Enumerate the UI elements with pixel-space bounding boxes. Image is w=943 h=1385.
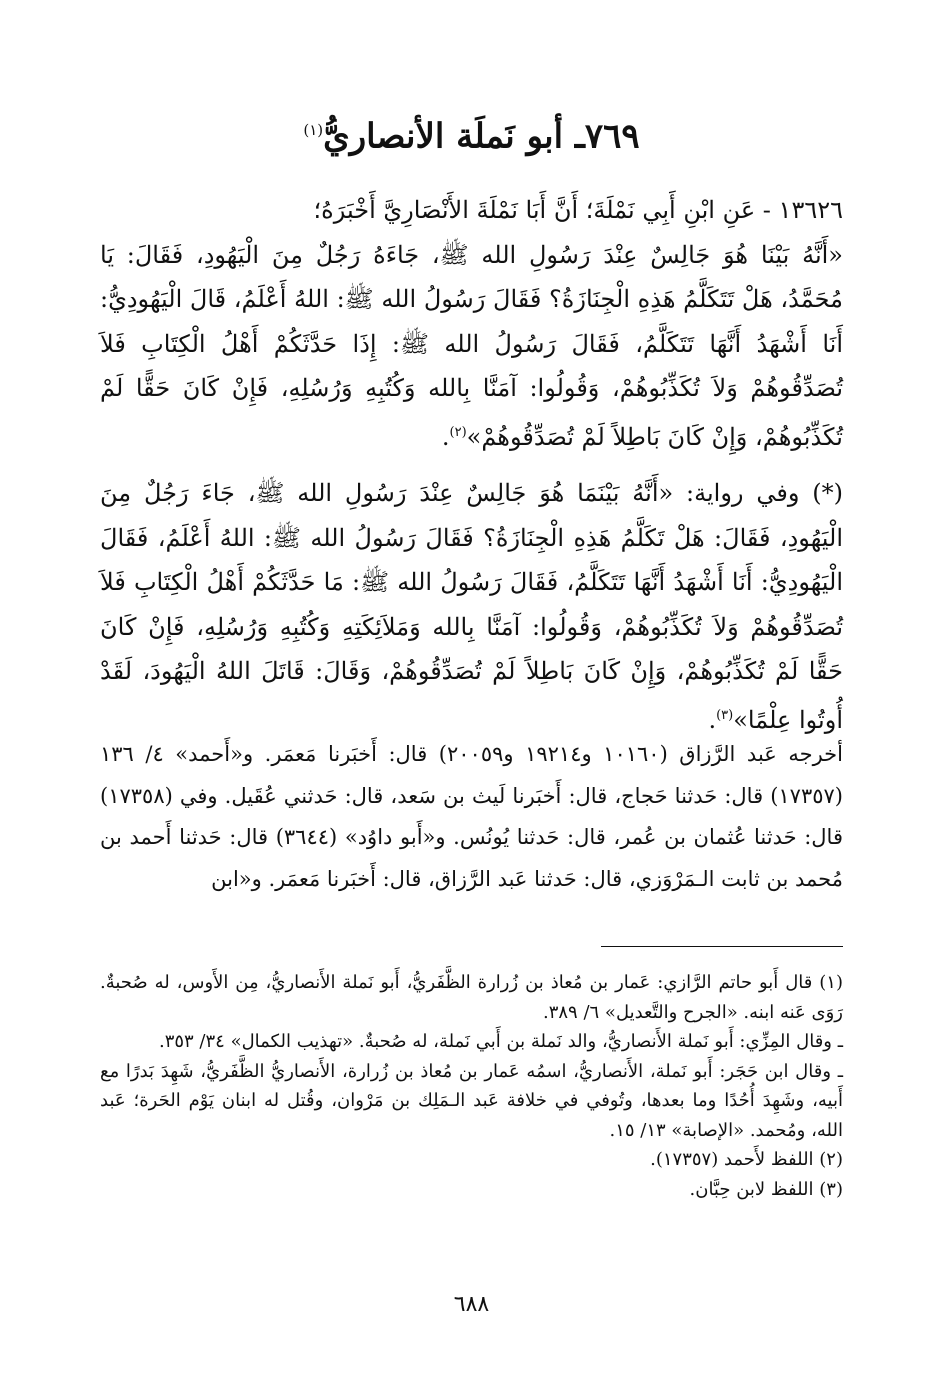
hadith-main-footnote-ref: (٢) [449,424,467,440]
hadith-intro: ١٣٦٢٦ - عَنِ ابْنِ أَبِي نَمْلَةَ؛ أَنَّ أَبَا نَمْلَةَ الأَنْصَارِيَّ أَخْبَرَهُ؛ [313,196,843,224]
hadith-riwaya: (*) وفي رواية: «أَنَّهُ بَيْنَمَا هُوَ جَالِسٌ عِنْدَ رَسُولِ الله ﷺ، جَاءَ رَجُلٌ مِنَ الْيَهُودِ، فَقَالَ: هَلْ تَكَلَّمُ هَذِهِ الْجِنَازَةُ؟ فَقَالَ رَسُولُ الله ﷺ: اللهُ أَعْلَمُ، فَقَالَ الْيَهُودِيُّ: أَنَا أَشْهَدُ أَنَّهَا تَتَكَلَّمُ، فَقَالَ رَسُولُ الله ﷺ: مَا حَدَّثَكُمْ أَهْلُ الْكِتَابِ فَلاَ تُصَدِّقُوهُمْ وَلاَ تُكَذِّبُوهُمْ، وَقُولُوا: آمَنَّا بِالله وَمَلاَئِكَتِهِ وَكُتُبِهِ وَرُسُلِهِ، فَإِنْ كَانَ حَقًّا لَمْ تُكَذِّبُوهُمْ، وَإِنْ كَانَ بَاطِلاً لَمْ تُصَدِّقُوهُمْ، وَقَالَ: قَاتَلَ اللهُ الْيَهُودَ، لَقَدْ أُوتُوا عِلْمًا»$^{(٣)}$. [100,479,844,734]
footnote-1: (١) قال أَبو حاتم الرَّازي: عَمار بن مُعاذ بن زُرارة الظَّفَريُّ، أَبو نَملة الأَنصاريُّ، مِن الأَوس، له صُحبةٌ. رَوَى عَنه ابنه. «الجرح والتَّعديل» ٦/ ٣٨٩. [100,972,843,1023]
hadith-riwaya-content: (*) وفي رواية: «أَنَّهُ بَيْنَمَا هُوَ جَالِسٌ عِنْدَ رَسُولِ الله ﷺ، جَاءَ رَجُلٌ مِنَ الْيَهُودِ، فَقَالَ: هَلْ تَكَلَّمُ هَذِهِ الْجِنَازَةُ؟ فَقَالَ رَسُولُ الله ﷺ: اللهُ أَعْلَمُ، فَقَالَ الْيَهُودِيُّ: أَنَا أَشْهَدُ أَنَّهَا تَتَكَلَّمُ، فَقَالَ رَسُولُ الله ﷺ: مَا حَدَّثَكُمْ أَهْلُ الْكِتَابِ فَلاَ تُصَدِّقُوهُمْ وَلاَ تُكَذِّبُوهُمْ، وَقُولُوا: آمَنَّا بِالله وَمَلاَئِكَتِهِ وَكُتُبِهِ وَرُسُلِهِ، فَإِنْ كَانَ حَقًّا لَمْ تُكَذِّبُوهُمْ، وَإِنْ كَانَ بَاطِلاً لَمْ تُصَدِّقُوهُمْ، وَقَالَ: قَاتَلَ اللهُ الْيَهُودَ، لَقَدْ أُوتُوا عِلْمًا» [100,479,844,734]
heading-footnote-ref: (١) [303,121,324,139]
page-number: ٦٨٨ [453,1292,490,1317]
footnote-divider [601,946,843,947]
hadith-riwaya-footnote-ref: (٣) [716,707,734,723]
footnote-2: (٢) اللفظ لأَحمد (١٧٣٥٧). [650,1149,843,1170]
heading-text: ٧٦٩ـ أبو نَملَة الأنصاريُّ [323,116,640,157]
takhrij-section [100,734,843,900]
footnote-3: (٣) اللفظ لابن حِبَّان. [689,1178,843,1200]
hadith-body [100,188,843,742]
footnotes-section [100,968,843,1204]
hadith-main-text: «أَنَّهُ بَيْنَا هُوَ جَالِسٌ عِنْدَ رَسُولِ الله ﷺ، جَاءَهُ رَجُلٌ مِنَ الْيَهُودِ، فَقَالَ: يَا مُحَمَّدُ، هَلْ تَتَكَلَّمُ هَذِهِ الْجِنَازَةُ؟ فَقَالَ رَسُولُ الله ﷺ: اللهُ أَعْلَمُ، قَالَ الْيَهُودِيُّ: أَنَا أَشْهَدُ أَنَّهَا تَتَكَلَّمُ، فَقَالَ رَسُولُ الله ﷺ: إِذَا حَدَّثَكُمْ أَهْلُ الْكِتَابِ فَلاَ تُصَدِّقُوهُمْ وَلاَ تُكَذِّبُوهُمْ، وَقُولُوا: آمَنَّا بِالله وَكُتُبِهِ وَرُسُلِهِ، فَإِنْ كَانَ حَقًّا لَمْ تُكَذِّبُوهُمْ، وَإِنْ كَانَ بَاطِلاً لَمْ تُصَدِّقُوهُمْ»$^{(٢)}$. [100,240,843,451]
hadith-main-content: «أَنَّهُ بَيْنَا هُوَ جَالِسٌ عِنْدَ رَسُولِ الله ﷺ، جَاءَهُ رَجُلٌ مِنَ الْيَهُودِ، فَقَالَ: يَا مُحَمَّدُ، هَلْ تَتَكَلَّمُ هَذِهِ الْجِنَازَةُ؟ فَقَالَ رَسُولُ الله ﷺ: اللهُ أَعْلَمُ، قَالَ الْيَهُودِيُّ: أَنَا أَشْهَدُ أَنَّهَا تَتَكَلَّمُ، فَقَالَ رَسُولُ الله ﷺ: إِذَا حَدَّثَكُمْ أَهْلُ الْكِتَابِ فَلاَ تُصَدِّقُوهُمْ وَلاَ تُكَذِّبُوهُمْ، وَقُولُوا: آمَنَّا بِالله وَكُتُبِهِ وَرُسُلِهِ، فَإِنْ كَانَ حَقًّا لَمْ تُكَذِّبُوهُمْ، وَإِنْ كَانَ بَاطِلاً لَمْ تُصَدِّقُوهُمْ» [100,240,843,451]
chapter-heading [100,105,843,161]
footnote-1-continued-mizzi: ـ وقال المِزِّي: أَبو نَملة الأَنصاريُّ، والد نَملة بن أَبي نَملة، له صُحبةٌ. «تهذيب الكمال» ٣٤/ ٣٥٣. [158,1031,843,1052]
takhrij-text: أخرجه عَبد الرَّزاق (١٠١٦٠ و١٩٢١٤ و٢٠٠٥٩) قال: أَخبَرنا مَعمَر. و«أَحمد» ٤/ ١٣٦ (١٧٣٥٧) قال: حَدثنا حَجاج، قال: أَخبَرنا لَيث بن سَعد، قال: حَدثني عُقَيل. وفي (١٧٣٥٨) قال: حَدثنا عُثمان بن عُمر، قال: حَدثنا يُونُس. و«أَبو داوُد» (٣٦٤٤) قال: حَدثنا أَحمد بن مُحمد بن ثابت الـمَرْوَزي، قال: حَدثنا عَبد الرَّزاق، قال: أَخبَرنا مَعمَر. و«ابن [100,742,844,891]
footnote-1-continued-hajar: ـ وقال ابن حَجَر: أَبو نَملة، الأَنصاريُّ، اسمُه عَمار بن مُعاذ بن زُرارة، الأَنصاريُّ الظَّفَريُّ، شَهِدَ بَدرًا مع أَبيه، وشَهِدَ أُحُدًا وما بعدها، وتُوفي في خلافة عَبد الـمَلِك بن مَرْوان، وقُتل له ابنان يَوْم الحَرة؛ عَبد الله، ومُحمد. «الإصابة» ١٣/ ١٥. [100,1060,843,1141]
